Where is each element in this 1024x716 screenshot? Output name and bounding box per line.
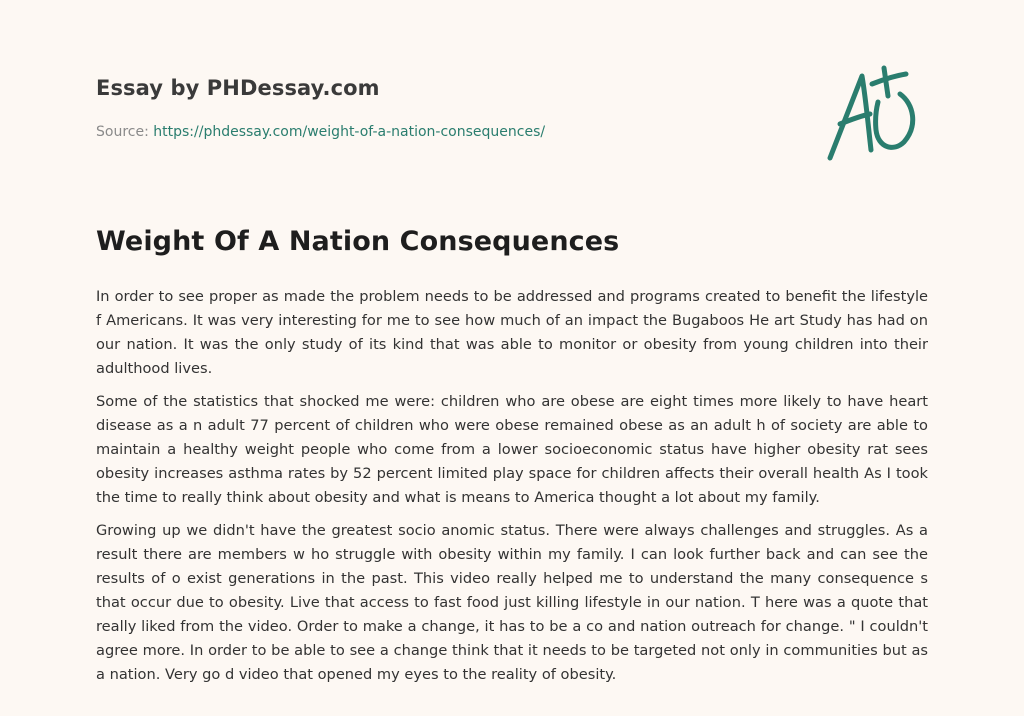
a-plus-grade-icon	[818, 64, 930, 168]
essay-header	[96, 76, 796, 140]
essay-paragraph: Some of the statistics that shocked me were: children who are obese are eight times more likely to have heart disease as a n adult 77 percent of children who were obese remained obese as an adult h of society are able to maintain a healthy weight people who come from a lower socioeconomic status have higher obesity rat sees obesity increases asthma rates by 52 percent limited play space for children affects their overall health As I took the time to really think about obesity and what is means to America thought a lot about my family.	[96, 393, 928, 506]
essay-paragraph: Growing up we didn't have the greatest socio anomic status. There were always challenges and struggles. As a result there are members w ho struggle with obesity within my family. I can look further back and can see the results of o exist generations in the past. This video really helped me to understand the many consequence s that occur due to obesity. Live that access to fast food just killing lifestyle in our nation. T here was a quote that really liked from the video. Order to make a change, it has to be a co and nation outreach for change. " I couldn't agree more. In order to be able to see a change think that it needs to be targeted not only in communities but as a nation. Very go d video that opened my eyes to the reality of obesity.	[96, 522, 928, 683]
essay-body	[96, 285, 928, 696]
essay-paragraph: In order to see proper as made the problem needs to be addressed and programs created to benefit the lifestyle f Americans. It was very interesting for me to see how much of an impact the Bugaboos He art Study has had on our nation. It was the only study of its kind that was able to monitor or obesity from young children into their adulthood lives.	[96, 288, 928, 377]
source-link[interactable]: https://phdessay.com/weight-of-a-nation-consequences/	[153, 124, 546, 140]
site-brand: Essay by PHDessay.com	[96, 76, 380, 100]
source-line	[96, 124, 796, 140]
source-label: Source:	[96, 124, 149, 140]
essay-title: Weight Of A Nation Consequences	[96, 226, 620, 257]
